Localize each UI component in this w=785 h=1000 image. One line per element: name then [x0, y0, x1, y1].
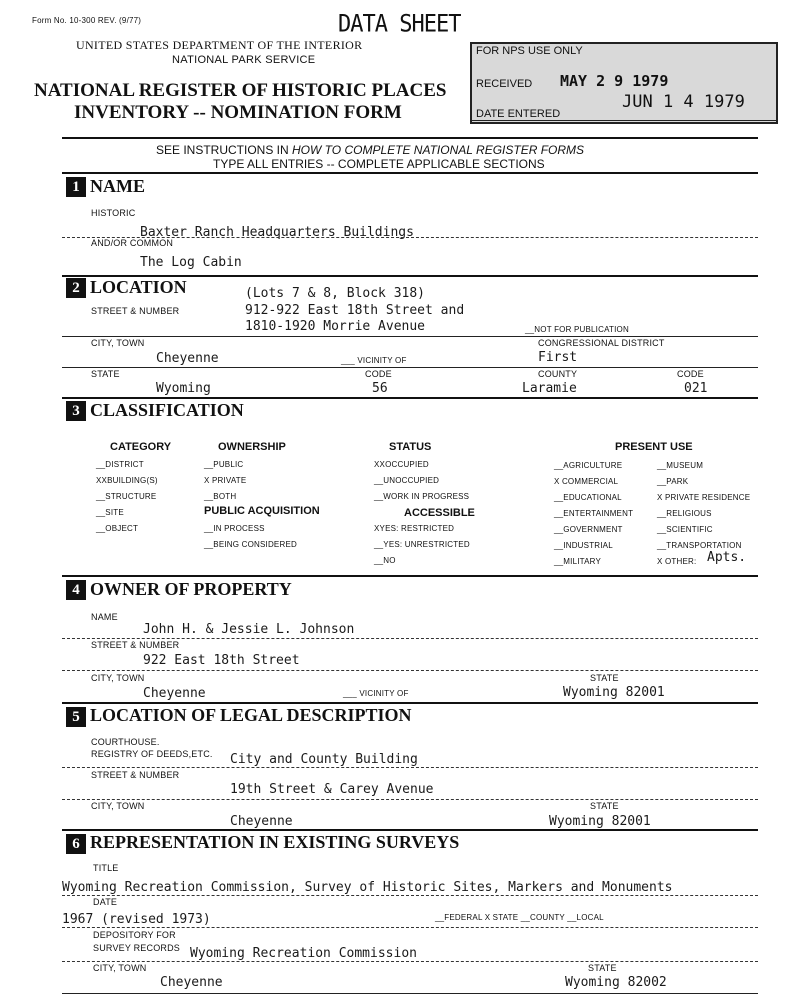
survey-title-label: TITLE — [93, 863, 119, 873]
checkbox-status-1[interactable]: __UNOCCUPIED — [374, 476, 440, 485]
street-line2[interactable]: 912-922 East 18th Street and — [245, 303, 465, 318]
courthouse-label-1: COURTHOUSE. — [91, 737, 160, 747]
section-5-title: LOCATION OF LEGAL DESCRIPTION — [90, 705, 412, 725]
common-value[interactable]: The Log Cabin — [140, 255, 242, 270]
section-2-title: LOCATION — [90, 277, 187, 297]
common-label: AND/OR COMMON — [91, 238, 174, 248]
present-use-heading: PRESENT USE — [615, 441, 693, 453]
depository-label-1: DEPOSITORY FOR — [93, 930, 176, 940]
depository-label-2: SURVEY RECORDS — [93, 943, 180, 953]
survey-state-value[interactable]: Wyoming 82002 — [565, 975, 667, 990]
county-label: COUNTY — [538, 369, 578, 379]
checkbox-present_col1-2[interactable]: __EDUCATIONAL — [554, 493, 622, 502]
received-date: MAY 2 9 1979 — [560, 72, 669, 90]
survey-title-value[interactable]: Wyoming Recreation Commission, Survey of Historic Sites, Markers and Monuments — [62, 880, 673, 895]
section-4-title: OWNER OF PROPERTY — [90, 579, 292, 599]
owner-vicinity-of[interactable]: ___ VICINITY OF — [343, 689, 409, 698]
county-value[interactable]: Laramie — [522, 381, 577, 396]
code2-value[interactable]: 021 — [684, 381, 708, 396]
checkbox-accessible-2[interactable]: __NO — [374, 556, 396, 565]
checkbox-status-0[interactable]: XXOCCUPIED — [374, 460, 429, 469]
data-sheet-stamp: DATA SHEET — [338, 10, 461, 39]
section-3-title: CLASSIFICATION — [90, 400, 244, 420]
historic-label: HISTORIC — [91, 208, 136, 218]
section-1-number: 1 — [66, 177, 86, 197]
state-value[interactable]: Wyoming — [156, 381, 211, 396]
date-entered-label: DATE ENTERED — [476, 108, 561, 120]
street-line1[interactable]: (Lots 7 & 8, Block 318) — [245, 286, 426, 301]
checkbox-present_col2-3[interactable]: __RELIGIOUS — [657, 509, 712, 518]
street-label: STREET & NUMBER — [91, 306, 180, 316]
historic-value[interactable]: Baxter Ranch Headquarters Buildings — [140, 225, 414, 240]
checkbox-present_col2-4[interactable]: __SCIENTIFIC — [657, 525, 713, 534]
courthouse-label-2: REGISTRY OF DEEDS,ETC. — [91, 749, 213, 759]
checkbox-present_col1-1[interactable]: X COMMERCIAL — [554, 477, 619, 486]
date-entered-value: JUN 1 4 1979 — [622, 92, 745, 112]
category-heading: CATEGORY — [110, 441, 172, 453]
accessible-heading: ACCESSIBLE — [404, 507, 475, 519]
legal-city-label: CITY, TOWN — [91, 801, 145, 811]
checkbox-category-2[interactable]: __STRUCTURE — [96, 492, 157, 501]
checkbox-ownership-0[interactable]: __PUBLIC — [204, 460, 244, 469]
checkbox-category-0[interactable]: __DISTRICT — [96, 460, 144, 469]
city-label: CITY, TOWN — [91, 338, 145, 348]
legal-street-label: STREET & NUMBER — [91, 770, 180, 780]
instructions-line1: SEE INSTRUCTIONS IN HOW TO COMPLETE NATIONAL REGISTER FORMS — [156, 143, 585, 157]
survey-levels[interactable]: __FEDERAL X STATE __COUNTY __LOCAL — [435, 913, 604, 922]
checkbox-accessible-1[interactable]: __YES: UNRESTRICTED — [374, 540, 470, 549]
section-5-number: 5 — [66, 707, 86, 727]
checkbox-status-2[interactable]: __WORK IN PROGRESS — [374, 492, 470, 501]
street-line3[interactable]: 1810-1920 Morrie Avenue — [245, 319, 426, 334]
checkbox-present_col1-4[interactable]: __GOVERNMENT — [554, 525, 623, 534]
city-value[interactable]: Cheyenne — [156, 351, 219, 366]
owner-state-label: STATE — [590, 673, 619, 683]
code2-label: CODE — [677, 369, 704, 379]
checkbox-present_col1-6[interactable]: __MILITARY — [554, 557, 602, 566]
checkbox-ownership-2[interactable]: __BOTH — [204, 492, 237, 501]
checkbox-present_col2-5[interactable]: __TRANSPORTATION — [657, 541, 742, 550]
checkbox-present_col2-6[interactable]: X OTHER: — [657, 557, 697, 566]
checkbox-acquisition-0[interactable]: __IN PROCESS — [204, 524, 265, 533]
survey-date-label: DATE — [93, 897, 118, 907]
instructions-line2: TYPE ALL ENTRIES -- COMPLETE APPLICABLE SECTIONS — [213, 157, 545, 171]
congressional-label: CONGRESSIONAL DISTRICT — [538, 338, 665, 348]
acquisition-heading: PUBLIC ACQUISITION — [204, 505, 320, 517]
code-label: CODE — [365, 369, 392, 379]
courthouse-value[interactable]: City and County Building — [230, 752, 418, 767]
survey-city-label: CITY, TOWN — [93, 963, 147, 973]
legal-state-value[interactable]: Wyoming 82001 — [549, 814, 651, 829]
service-name: NATIONAL PARK SERVICE — [172, 54, 316, 66]
checkbox-category-1[interactable]: XXBUILDING(S) — [96, 476, 158, 485]
owner-city-label: CITY, TOWN — [91, 673, 145, 683]
ownership-heading: OWNERSHIP — [218, 441, 286, 453]
section-3-number: 3 — [66, 401, 86, 421]
legal-street-value[interactable]: 19th Street & Carey Avenue — [230, 782, 434, 797]
checkbox-present_col2-1[interactable]: __PARK — [657, 477, 689, 486]
checkbox-accessible-0[interactable]: XYES: RESTRICTED — [374, 524, 455, 533]
legal-city-value[interactable]: Cheyenne — [230, 814, 293, 829]
checkbox-ownership-1[interactable]: X PRIVATE — [204, 476, 247, 485]
vicinity-of[interactable]: ___ VICINITY OF — [341, 356, 407, 365]
section-6-number: 6 — [66, 834, 86, 854]
checkbox-present_col2-2[interactable]: X PRIVATE RESIDENCE — [657, 493, 751, 502]
survey-date-value[interactable]: 1967 (revised 1973) — [62, 912, 211, 927]
state-label: STATE — [91, 369, 120, 379]
checkbox-category-3[interactable]: __SITE — [96, 508, 124, 517]
not-for-publication[interactable]: __NOT FOR PUBLICATION — [525, 325, 629, 334]
checkbox-acquisition-1[interactable]: __BEING CONSIDERED — [204, 540, 297, 549]
form-title-line2: INVENTORY -- NOMINATION FORM — [74, 102, 402, 123]
status-heading: STATUS — [389, 441, 432, 453]
checkbox-present_col2-0[interactable]: __MUSEUM — [657, 461, 704, 470]
section-2-number: 2 — [66, 278, 86, 298]
owner-name-label: NAME — [91, 612, 118, 622]
legal-state-label: STATE — [590, 801, 619, 811]
other-use-value[interactable]: Apts. — [707, 550, 747, 565]
owner-city-value[interactable]: Cheyenne — [143, 686, 206, 701]
nps-use-label: FOR NPS USE ONLY — [476, 45, 583, 57]
checkbox-present_col1-0[interactable]: __AGRICULTURE — [554, 461, 623, 470]
section-6-title: REPRESENTATION IN EXISTING SURVEYS — [90, 832, 460, 852]
owner-street-value[interactable]: 922 East 18th Street — [143, 653, 300, 668]
form-number: Form No. 10-300 REV. (9/77) — [32, 16, 142, 25]
code-value[interactable]: 56 — [372, 381, 388, 396]
received-label: RECEIVED — [476, 78, 533, 90]
survey-city-value[interactable]: Cheyenne — [160, 975, 223, 990]
owner-state-value[interactable]: Wyoming 82001 — [563, 685, 665, 700]
congressional-value[interactable]: First — [538, 350, 578, 365]
checkbox-category-4[interactable]: __OBJECT — [96, 524, 139, 533]
nps-use-box — [470, 42, 778, 124]
owner-name-value[interactable]: John H. & Jessie L. Johnson — [143, 622, 355, 637]
owner-street-label: STREET & NUMBER — [91, 640, 180, 650]
checkbox-present_col1-5[interactable]: __INDUSTRIAL — [554, 541, 613, 550]
survey-state-label: STATE — [588, 963, 617, 973]
section-1-title: NAME — [90, 176, 145, 196]
form-title-line1: NATIONAL REGISTER OF HISTORIC PLACES — [34, 80, 447, 101]
checkbox-present_col1-3[interactable]: __ENTERTAINMENT — [554, 509, 634, 518]
depository-value[interactable]: Wyoming Recreation Commission — [190, 946, 417, 961]
department-name: UNITED STATES DEPARTMENT OF THE INTERIOR — [76, 38, 363, 52]
section-4-number: 4 — [66, 580, 86, 600]
